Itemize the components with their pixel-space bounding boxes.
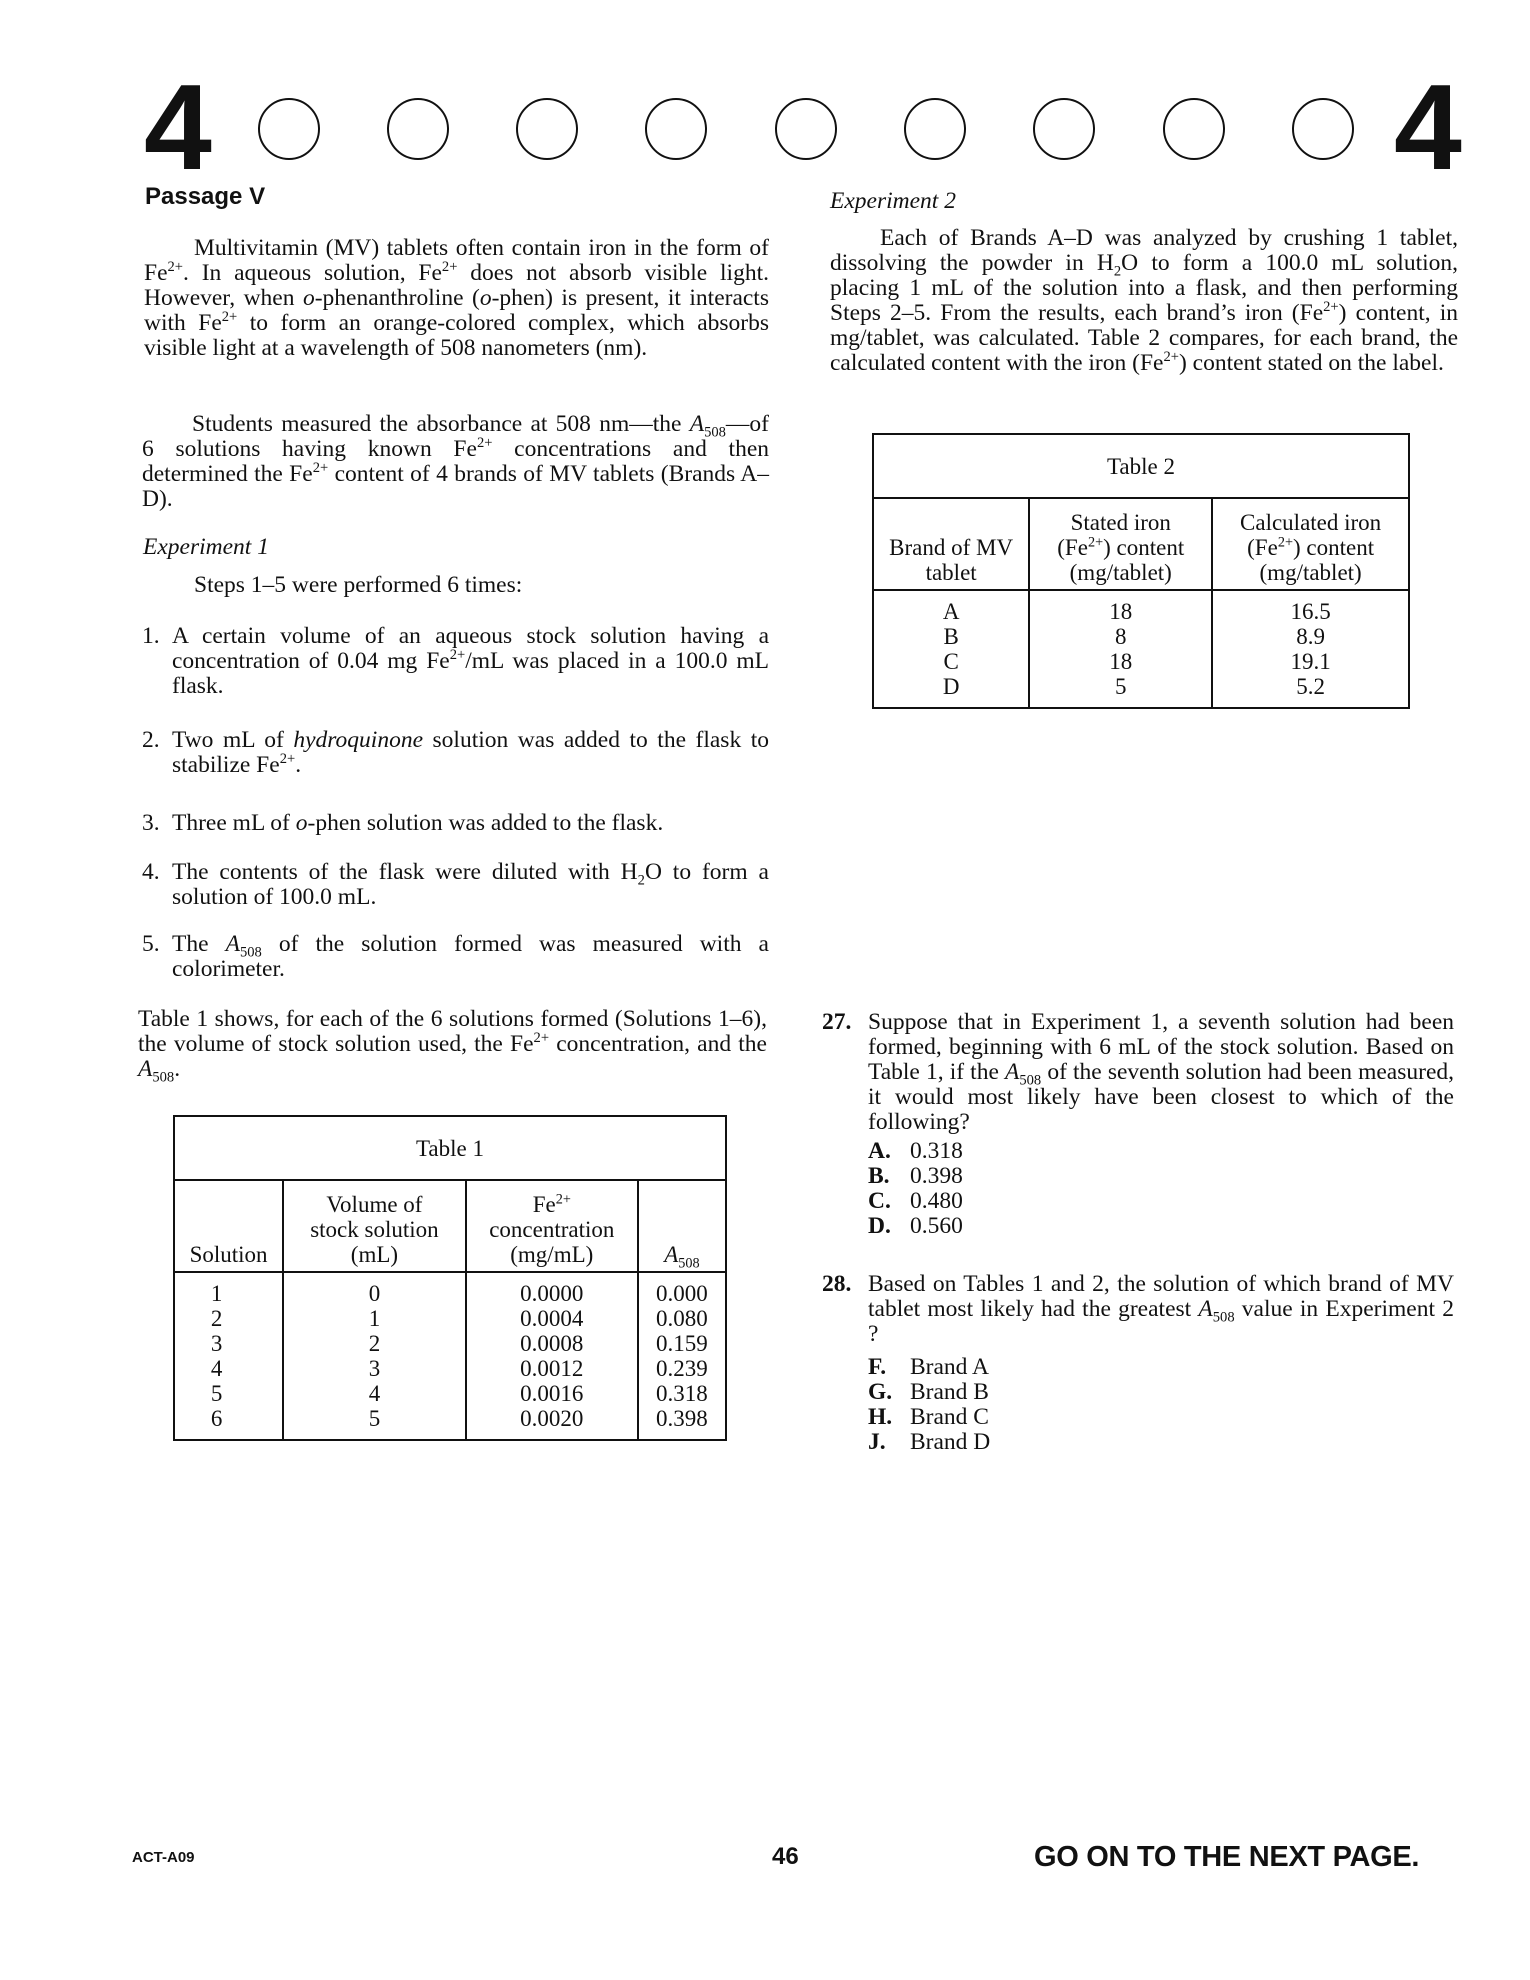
table-cell: 0.318 <box>656 1381 708 1406</box>
table-cell: 0.159 <box>656 1331 708 1356</box>
table-cell: 0.0004 <box>520 1306 584 1331</box>
intro-paragraph-2: Students measured the absorbance at 508 nm—the $A_{508}—of$ 6 solutions having known $Fe^{2+}$ concentrations and then determined the $Fe^{2+}$ content of 4 brands of MV tablets (Brands A–D). <box>142 411 770 512</box>
table-cell: 0.398 <box>656 1406 708 1431</box>
circle-decoration <box>258 98 320 160</box>
table-2-header-calculated: Calculated iron $(Fe^{2+})$ content (mg/tablet) <box>1212 498 1409 590</box>
table-1-header-solution: Solution <box>174 1180 283 1272</box>
table-1 <box>173 1115 727 1441</box>
table-cell: 8 <box>1114 624 1127 649</box>
option-letter: B. <box>868 1163 890 1189</box>
passage-title: Passage V <box>145 183 266 210</box>
table-1-col-a508 <box>638 1272 726 1440</box>
question-28 <box>822 1272 1454 1455</box>
table-cell: 8.9 <box>1296 624 1325 649</box>
option-letter: G. <box>868 1379 893 1405</box>
page-number: 46 <box>772 1843 799 1870</box>
intro-paragraph-1: Multivitamin (MV) tablets often contain iron in the form of $Fe^{2+}$. In aqueous solution, $Fe^{2+}$ does not absorb visible light. However, when o-phenanthroline (o-phen) is present, it interacts with $Fe^{2+}$ to form an orange-colored complex, which absorbs visible light at a wavelength of 508 nanometers (nm). <box>144 235 770 361</box>
step-number: 5. <box>142 931 160 957</box>
table-cell: 0.0020 <box>520 1406 584 1431</box>
table-cell: 1 <box>368 1306 381 1331</box>
circle-decoration <box>516 98 578 160</box>
table-1-header-a508: $A_{508}$ <box>638 1180 726 1272</box>
table-cell: 6 <box>210 1406 223 1431</box>
option-letter: F. <box>868 1354 887 1380</box>
table-cell: 18 <box>1109 599 1133 624</box>
question-stem: Suppose that in Experiment 1, a seventh solution had been formed, beginning with 6 mL of the stock solution. Based on Table 1, if the $A_{508}$ of the seventh solution had been measured, it would most likely have been closest to which of the following? <box>868 1009 1454 1135</box>
answer-option-j[interactable] <box>868 1430 1454 1455</box>
table-cell: 16.5 <box>1290 599 1331 624</box>
step-text: Three mL of o-phen solution was added to the flask. <box>172 810 664 836</box>
step-4 <box>142 860 769 910</box>
table-cell: 0.000 <box>656 1281 708 1306</box>
table-cell: C <box>943 649 959 674</box>
table-2-col-calculated <box>1212 590 1409 708</box>
step-number: 3. <box>142 810 160 836</box>
step-text: The $A_{508}$ of the solution formed was measured with a colorimeter. <box>172 931 769 982</box>
go-on-next-page: GO ON TO THE NEXT PAGE. <box>1034 1841 1420 1873</box>
table-2-caption: Table 2 <box>873 434 1409 498</box>
table-2-header-stated: Stated iron $(Fe^{2+})$ content (mg/tablet) <box>1029 498 1212 590</box>
table-cell: 18 <box>1109 649 1133 674</box>
answer-option-a[interactable] <box>868 1139 1454 1164</box>
table-cell: A <box>942 599 960 624</box>
option-text: 0.398 <box>910 1163 963 1189</box>
table-cell: 2 <box>368 1331 381 1356</box>
table-cell: 5 <box>1114 674 1127 699</box>
table-cell: 1 <box>210 1281 223 1306</box>
table-cell: 5 <box>210 1381 223 1406</box>
table-1-header-concentration: $Fe^{2+}$ concentration (mg/mL) <box>466 1180 638 1272</box>
table-cell: D <box>942 674 960 699</box>
answer-option-b[interactable] <box>868 1164 1454 1189</box>
option-text: Brand B <box>910 1379 989 1405</box>
step-3 <box>142 811 769 836</box>
table-1-col-volume <box>283 1272 466 1440</box>
table-1-col-concentration <box>466 1272 638 1440</box>
table-cell: 19.1 <box>1290 649 1331 674</box>
question-27 <box>822 1010 1454 1239</box>
table-cell: 4 <box>210 1356 223 1381</box>
question-stem: Based on Tables 1 and 2, the solution of which brand of MV tablet most likely had the greatest $A_{508}$ value in Experiment 2 ? <box>868 1271 1454 1347</box>
option-text: Brand D <box>910 1429 991 1455</box>
answer-option-c[interactable] <box>868 1189 1454 1214</box>
circle-decoration <box>387 98 449 160</box>
circle-decoration <box>775 98 837 160</box>
step-text: Two mL of hydroquinone solution was added to the flask to stabilize $Fe^{2+}$. <box>172 727 769 778</box>
experiment-1-title: Experiment 1 <box>143 534 269 560</box>
option-text: 0.480 <box>910 1188 963 1214</box>
step-number: 1. <box>142 623 160 649</box>
form-code: ACT-A09 <box>132 1849 195 1866</box>
table-cell: 0.239 <box>656 1356 708 1381</box>
table-cell: 0.0000 <box>520 1281 584 1306</box>
table-2-header-brand: Brand of MV tablet <box>873 498 1029 590</box>
table-cell: B <box>943 624 959 649</box>
step-text: A certain volume of an aqueous stock solution having a concentration of 0.04 mg $Fe^{2+}/mL$ was placed in a 100.0 mL flask. <box>172 623 769 699</box>
circle-decoration <box>904 98 966 160</box>
step-number: 4. <box>142 859 160 885</box>
table-cell: 5.2 <box>1296 674 1325 699</box>
answer-option-h[interactable] <box>868 1405 1454 1430</box>
circle-decoration <box>1163 98 1225 160</box>
option-text: 0.560 <box>910 1213 963 1239</box>
step-1 <box>142 624 769 699</box>
table-cell: 5 <box>368 1406 381 1431</box>
answer-option-f[interactable] <box>868 1355 1454 1380</box>
step-text: The contents of the flask were diluted with $H_2O$ to form a solution of 100.0 mL. <box>172 859 769 910</box>
table-2-col-stated <box>1029 590 1212 708</box>
experiment-1-intro: Steps 1–5 were performed 6 times: <box>194 572 523 598</box>
option-letter: H. <box>868 1404 893 1430</box>
table-cell: 0.0008 <box>520 1331 584 1356</box>
table-cell: 0.080 <box>656 1306 708 1331</box>
answer-option-d[interactable] <box>868 1214 1454 1239</box>
table-cell: 2 <box>210 1306 223 1331</box>
circle-decoration <box>1033 98 1095 160</box>
table-cell: 0.0016 <box>520 1381 584 1406</box>
option-text: Brand A <box>910 1354 989 1380</box>
table-cell: 0 <box>368 1281 381 1306</box>
table-cell: 3 <box>210 1331 223 1356</box>
experiment-2-title: Experiment 2 <box>830 188 956 214</box>
table-1-header-volume: Volume of stock solution (mL) <box>283 1180 466 1272</box>
step-5 <box>142 932 769 982</box>
table-cell: 0.0012 <box>520 1356 584 1381</box>
table-1-caption: Table 1 <box>174 1116 726 1180</box>
table-1-col-solution <box>174 1272 283 1440</box>
table-1-intro: Table 1 shows, for each of the 6 solutions formed (Solutions 1–6), the volume of stock solution used, the $Fe^{2+}$ concentration, and the $A_{508}$. <box>138 1006 767 1086</box>
experiment-2-paragraph: Each of Brands A–D was analyzed by crushing 1 tablet, dissolving the powder in $H_2O$ to form a 100.0 mL solution, placing 1 mL of the solution into a flask, and then performing Steps 2–5. From the results, each brand’s iron $(Fe^{2+})$ content, in mg/tablet, was calculated. Table 2 compares, for each brand, the calculated content with the iron $(Fe^{2+})$ content stated on the label. <box>830 225 1458 376</box>
circle-decoration <box>645 98 707 160</box>
option-letter: C. <box>868 1188 891 1214</box>
table-cell: 4 <box>368 1381 381 1406</box>
step-number: 2. <box>142 727 160 753</box>
section-number-left: 4 <box>144 59 212 195</box>
section-number-right: 4 <box>1394 59 1462 195</box>
answer-option-g[interactable] <box>868 1380 1454 1405</box>
step-2 <box>142 728 769 778</box>
option-letter: A. <box>868 1138 891 1164</box>
option-text: 0.318 <box>910 1138 963 1164</box>
option-letter: D. <box>868 1213 891 1239</box>
question-number: 27. <box>822 1009 852 1035</box>
table-2-col-brand <box>873 590 1029 708</box>
table-2 <box>872 433 1410 709</box>
option-letter: J. <box>868 1429 886 1455</box>
option-text: Brand C <box>910 1404 989 1430</box>
table-cell: 3 <box>368 1356 381 1381</box>
circle-decoration <box>1292 98 1354 160</box>
question-number: 28. <box>822 1271 852 1297</box>
